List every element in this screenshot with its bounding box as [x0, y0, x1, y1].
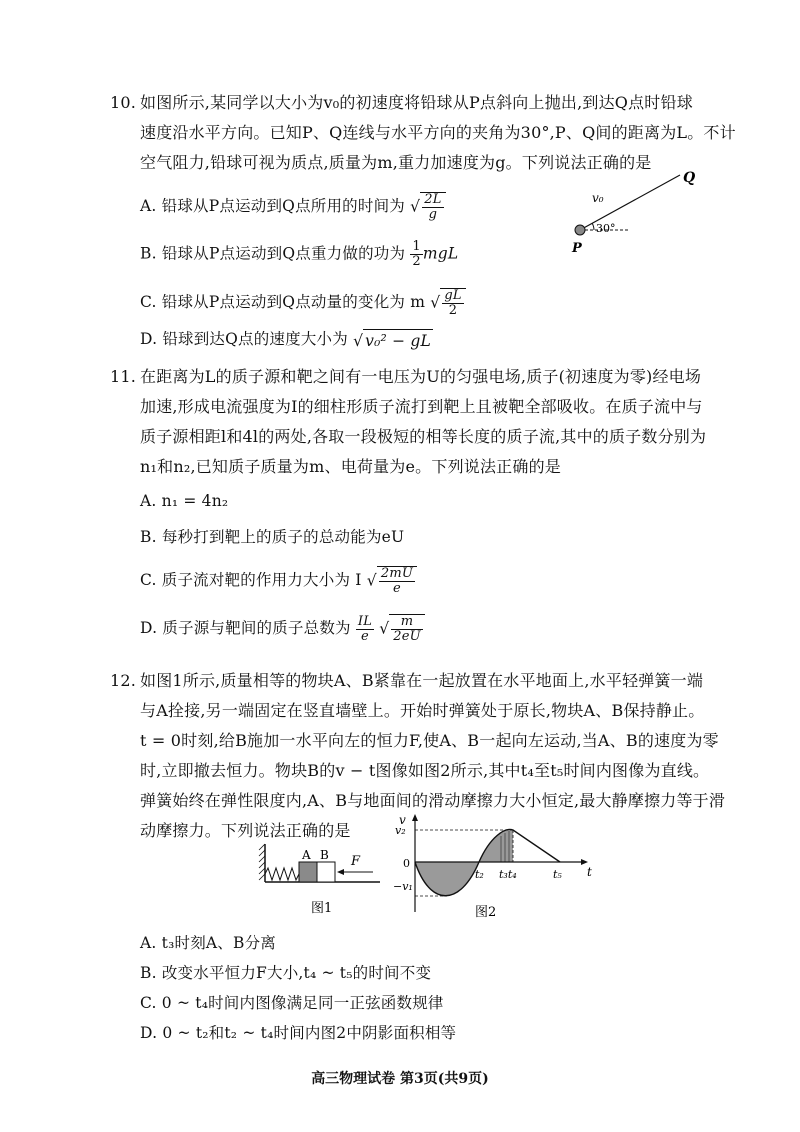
- q11-number: 11.: [110, 367, 137, 386]
- q12-fig1-caption: 图1: [311, 901, 333, 916]
- q10-b-tail: mgL: [422, 244, 459, 263]
- q10-stem-line-2: 速度沿水平方向。已知P、Q连线与水平方向的夹角为30°,P、Q间的距离为L。不计: [140, 123, 736, 142]
- q12-label-negv1: −v₁: [393, 880, 413, 893]
- q11-stem-line-3: 质子源相距l和4l的两处,各取一段极短的相等长度的质子流,其中的质子数分别为: [140, 427, 707, 446]
- q12-block-a: [299, 862, 317, 882]
- q10-option-a-sqrt: √ $\frac{2L}{g}$: [410, 192, 445, 222]
- q12-label-v2: v₂: [395, 824, 406, 837]
- q11-option-c-sqrt: √ $\frac{2mU}{e}$: [367, 566, 417, 596]
- q10-c-den: 2: [448, 303, 458, 318]
- q11-stem-line-4: n₁和n₂,已知质子质量为m、电荷量为e。下列说法正确的是: [140, 457, 561, 476]
- q11-option-d: [140, 614, 425, 644]
- q12-force-arrowhead: [337, 869, 344, 875]
- q11-option-b: B. 每秒打到靶上的质子的总动能为eU: [140, 528, 405, 546]
- q11-stem-1: 在距离为L的质子源和靶之间有一电压为U的匀强电场,质子(初速度为零)经电场: [140, 367, 702, 386]
- q10-label-q: Q: [683, 170, 696, 186]
- q10-a-num: 2L: [424, 192, 442, 207]
- q10-ball: [575, 225, 585, 235]
- q12-label-b: B: [320, 848, 329, 862]
- q12-label-f: F: [351, 854, 361, 869]
- q11-d-frac-num: IL: [357, 613, 373, 629]
- q10-d-rad: v₀² − gL: [363, 329, 433, 352]
- q10-label-angle: 30°: [596, 222, 616, 235]
- q12-stem-line-5: 弹簧始终在弹性限度内,A、B与地面间的滑动摩擦力大小恒定,最大静摩擦力等于滑: [140, 791, 726, 810]
- q11-option-c: [140, 566, 417, 596]
- q12-stem-line-2: 与A拴接,另一端固定在竖直墙壁上。开始时弹簧处于原长,物块A、B保持静止。: [140, 701, 705, 720]
- q12-stem-line-1: [110, 670, 703, 692]
- q11-d-frac: [356, 615, 374, 644]
- q12-label-zero: 0: [403, 857, 410, 870]
- q10-option-d-sqrt: √ v₀² − gL: [353, 329, 433, 352]
- q10-option-b: [140, 240, 458, 269]
- q12-wall-hatch: [259, 844, 265, 880]
- q11-c-den: e: [392, 581, 401, 596]
- q12-label-t3t4: t₃t₄: [499, 868, 517, 881]
- q11-c-num: 2mU: [380, 566, 413, 581]
- q10-figure: [560, 160, 710, 260]
- q11-d-frac-den: e: [361, 628, 369, 644]
- q12-shade-positive: [479, 829, 513, 862]
- q10-stem-line-1: [110, 92, 693, 114]
- q12-option-c: C. 0 ~ t₄时间内图像满足同一正弦函数规律: [140, 994, 444, 1012]
- q12-spring: [265, 868, 299, 880]
- q10-option-b-text: B. 铅球从P点运动到Q点重力做的功为: [140, 244, 406, 263]
- q10-number: 10.: [110, 93, 137, 112]
- q11-option-a: A. n₁ = 4n₂: [140, 492, 229, 510]
- q12-label-v: v: [399, 813, 406, 827]
- q12-label-a: A: [302, 848, 311, 862]
- q11-stem-line-1: [110, 366, 701, 388]
- q10-option-c-sqrt: √ $\frac{gL}{2}$: [430, 288, 465, 318]
- q10-label-v0: v₀: [592, 191, 604, 205]
- q12-number: 12.: [110, 671, 137, 690]
- q12-label-t5: t₅: [553, 868, 562, 881]
- q12-v-axis-arrow: [412, 814, 418, 821]
- q10-option-d-text: D. 铅球到达Q点的速度大小为: [140, 330, 348, 348]
- q11-option-c-text: C. 质子流对靶的作用力大小为 I: [140, 571, 362, 589]
- q11-d-rad-den: 2eU: [393, 629, 421, 644]
- q12-stem-1: 如图1所示,质量相等的物块A、B紧靠在一起放置在水平地面上,水平轻弹簧一端: [140, 671, 704, 690]
- q10-c-num: gL: [444, 288, 462, 303]
- q10-label-p: P: [572, 241, 582, 256]
- q12-stem-line-4: 时,立即撤去恒力。物块B的v − t图像如图2所示,其中t₄至t₅时间内图像为直线。: [140, 761, 710, 780]
- q12-option-d: D. 0 ~ t₂和t₂ ~ t₄时间内图2中阴影面积相等: [140, 1024, 457, 1042]
- q10-b-den: 2: [412, 254, 421, 269]
- q10-option-b-frac: [410, 240, 422, 269]
- q12-stem-line-6: 动摩擦力。下列说法正确的是: [140, 821, 351, 840]
- q10-b-num: 1: [412, 239, 421, 254]
- q10-option-d: [140, 328, 433, 352]
- q11-d-rad-num: m: [391, 615, 423, 630]
- q10-stem-1: 如图所示,某同学以大小为v₀的初速度将铅球从P点斜向上抛出,到达Q点时铅球: [140, 93, 693, 112]
- q12-figure-2: [395, 812, 595, 922]
- q10-option-c: [140, 288, 466, 318]
- q12-stem-line-3: t = 0时刻,给B施加一水平向左的恒力F,使A、B一起向左运动,当A、B的速度为零: [140, 731, 719, 750]
- q12-figure-1: [255, 830, 400, 920]
- q12-option-a: A. t₃时刻A、B分离: [140, 934, 276, 952]
- q10-stem-line-3: 空气阻力,铅球可视为质点,质量为m,重力加速度为g。下列说法正确的是: [140, 153, 652, 172]
- q11-option-d-text: D. 质子源与靶间的质子总数为: [140, 619, 351, 637]
- q12-label-t: t: [587, 865, 592, 879]
- page-footer: 高三物理试卷 第3页(共9页): [311, 1071, 489, 1087]
- q10-a-den: g: [428, 207, 438, 222]
- q12-block-b: [317, 862, 335, 882]
- q10-angle-arc: [592, 223, 594, 230]
- q10-option-c-text: C. 铅球从P点运动到Q点动量的变化为 m: [140, 293, 426, 311]
- q10-option-a: [140, 192, 446, 222]
- q10-option-a-text: A. 铅球从P点运动到Q点所用的时间为: [140, 197, 405, 215]
- q12-fig2-caption: 图2: [475, 905, 497, 920]
- q12-option-b: B. 改变水平恒力F大小,t₄ ~ t₅的时间不变: [140, 964, 432, 982]
- q11-stem-line-2: 加速,形成电流强度为I的细柱形质子流打到靶上且被靶全部吸收。在质子流中与: [140, 397, 703, 416]
- q12-label-t2: t₂: [475, 868, 484, 881]
- q11-d-sqrt: √ $\frac{m}{2eU}$: [379, 614, 425, 644]
